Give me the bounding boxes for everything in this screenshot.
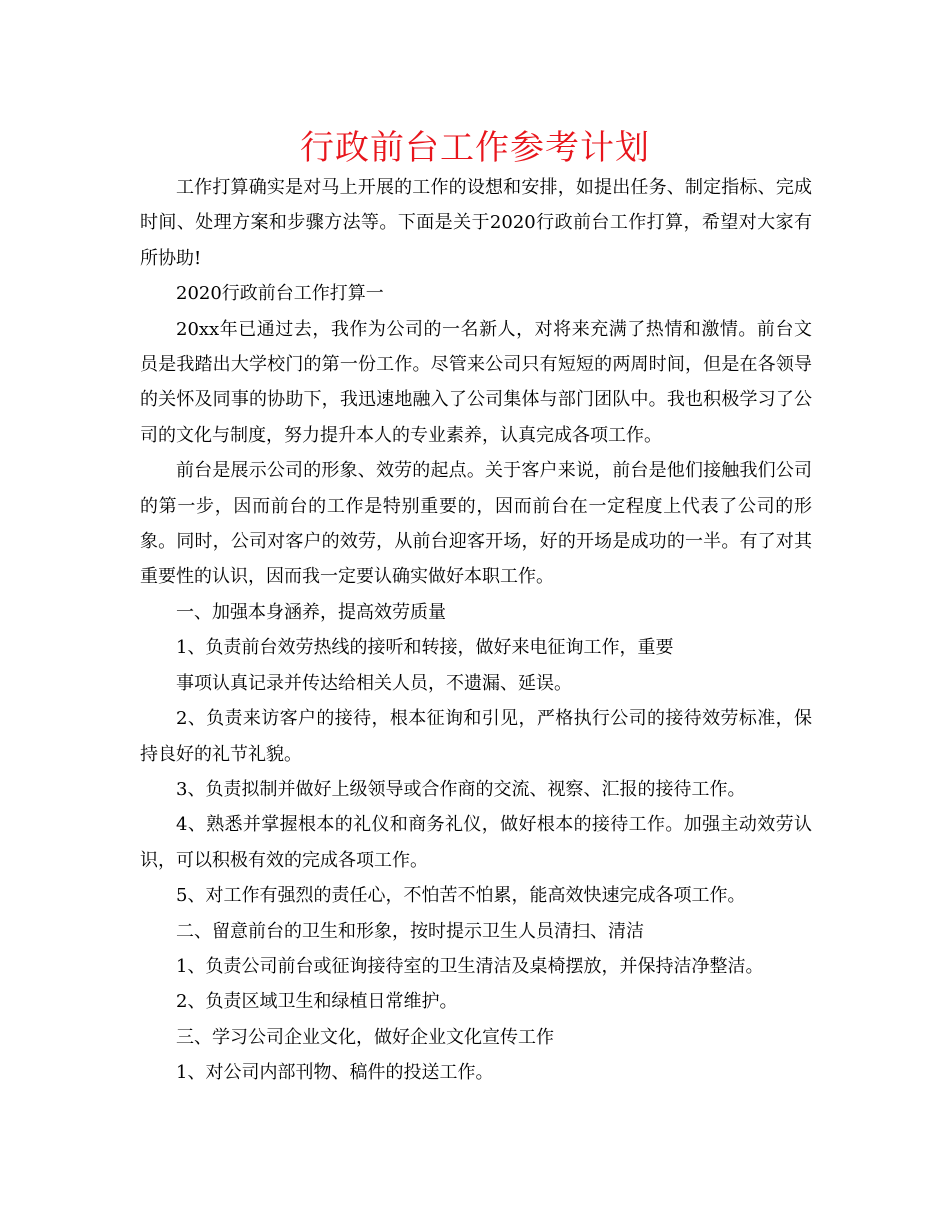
paragraph-item: 1、对公司内部刊物、稿件的投送工作。 — [176, 1062, 494, 1084]
paragraph-item: 3、负责拟制并做好上级领导或合作商的交流、视察、汇报的接待工作。 — [176, 778, 746, 800]
paragraph-heading: 二、留意前台的卫生和形象，按时提示卫生人员清扫、清洁 — [176, 920, 644, 942]
paragraph: 前台是展示公司的形象、效劳的起点。关于客户来说，前台是他们接触我们公司的第一步，因而前台的工作是特别重要的，因而前台在一定程度上代表了公司的形象。同时，公司对客户的效劳，从前台迎客开场，好的开场是成功的一半。有了对其重要性的认识，因而我一定要认确实做好本职工作。 — [140, 460, 812, 588]
paragraph-section-heading: 2020行政前台工作打算一 — [176, 283, 384, 305]
paragraph-item: 4、熟悉并掌握根本的礼仪和商务礼仪，做好根本的接待工作。加强主动效劳认识，可以积极有效的完成各项工作。 — [140, 814, 812, 871]
document-title: 行政前台工作参考计划 — [300, 128, 650, 168]
paragraph-item: 5、对工作有强烈的责任心，不怕苦不怕累，能高效快速完成各项工作。 — [176, 885, 746, 907]
paragraph-heading: 一、加强本身涵养，提高效劳质量 — [176, 601, 446, 623]
paragraph-intro: 工作打算确实是对马上开展的工作的设想和安排，如提出任务、制定指标、完成时间、处理方案和步骤方法等。下面是关于2020行政前台工作打算，希望对大家有所协助! — [140, 177, 812, 269]
paragraph-item: 2、负责来访客户的接待，根本征询和引见，严格执行公司的接待效劳标准，保持良好的礼节礼貌。 — [140, 708, 812, 765]
paragraph-item: 事项认真记录并传达给相关人员，不遗漏、延误。 — [176, 672, 572, 694]
paragraph-item: 1、负责公司前台或征询接待室的卫生清洁及桌椅摆放，并保持洁净整洁。 — [176, 955, 764, 977]
paragraph: 20xx年已通过去，我作为公司的一名新人，对将来充满了热情和激情。前台文员是我踏出大学校门的第一份工作。尽管来公司只有短短的两周时间，但是在各领导的关怀及同事的协助下，我迅速地融入了公司集体与部门团队中。我也积极学习了公司的文化与制度，努力提升本人的专业素养，认真完成各项工作。 — [140, 318, 812, 446]
document-body — [140, 170, 812, 1091]
paragraph-item: 1、负责前台效劳热线的接听和转接，做好来电征询工作，重要 — [176, 637, 674, 659]
paragraph-item: 2、负责区域卫生和绿植日常维护。 — [176, 991, 458, 1013]
paragraph-heading: 三、学习公司企业文化，做好企业文化宣传工作 — [176, 1026, 554, 1048]
